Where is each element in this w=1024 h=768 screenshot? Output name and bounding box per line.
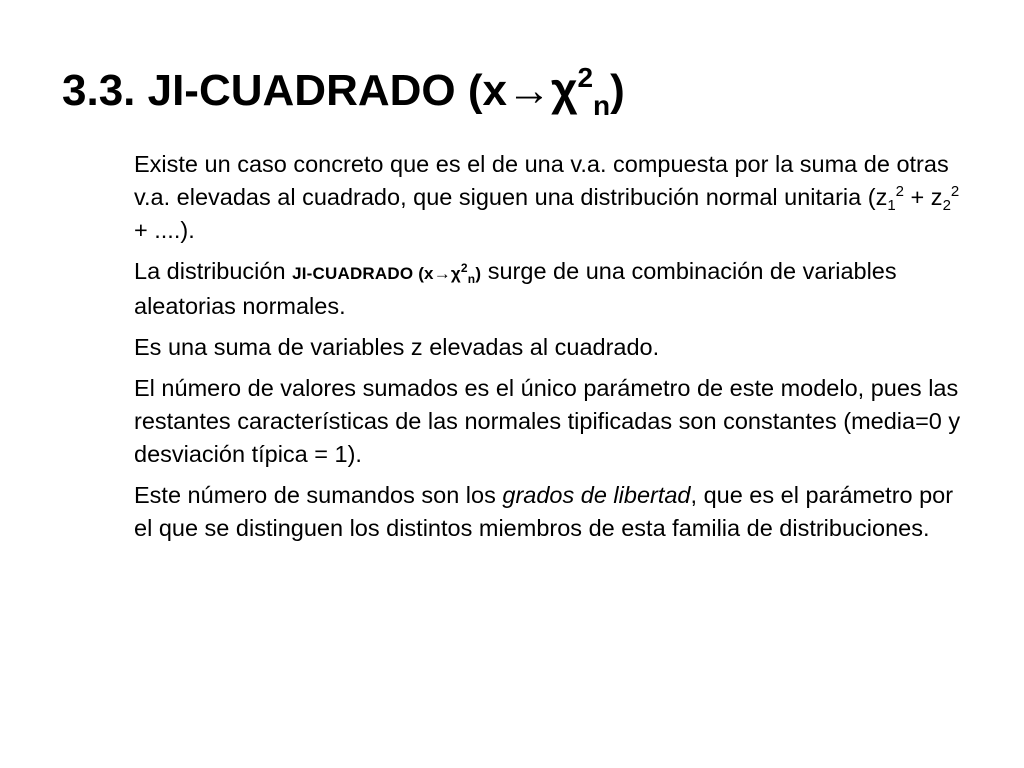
slide-title [62,62,625,121]
p2-heading-close: ) [475,264,482,283]
paragraph-parameter [134,372,964,471]
paragraph-distribution [134,255,964,323]
p5-post: , que es el parámetro por el que se distinguen los distintos miembros de esta familia de distribuciones. [134,482,954,541]
p2-heading-chi: χ [450,264,461,283]
p2-pre: La distribución [134,258,293,284]
inline-distribution-name [292,261,482,286]
paragraph-degrees-of-freedom [134,479,964,545]
p1-sup-1: 2 [895,183,905,200]
title-subscript: n [593,90,611,121]
p2-heading-text: JI-CUADRADO (x [292,264,434,283]
p2-heading-sub: n [467,272,476,286]
slide-body [134,148,964,553]
p1-sub-1: 1 [887,197,896,214]
p1-sub-2: 2 [942,197,951,214]
p5-pre: Este número de sumandos son los [134,482,503,508]
title-close-paren: ) [610,66,625,115]
title-chi-symbol: χ [550,63,578,115]
title-arrow: → [506,66,551,115]
p2-heading-sup: 2 [460,261,468,275]
paragraph-definition [134,148,964,247]
title-superscript: 2 [577,62,594,93]
p1-post: + ....). [134,217,195,243]
p1-mid: + z [904,184,943,210]
p1-sup-2: 2 [950,183,960,200]
paragraph-sum [134,331,964,364]
p2-post: surge de una combinación de variables aleatorias normales. [134,258,897,319]
p5-emphasis: grados de libertad [502,482,691,508]
p2-heading-arrow: → [433,264,451,283]
title-text: 3.3. JI-CUADRADO (x [62,66,507,115]
p1-text: Existe un caso concreto que es el de una v.a. compuesta por la suma de otras v.a. elevadas al cuadrado, que siguen una distribución normal unitaria (z [134,151,949,210]
p4-text: El número de valores sumados es el único parámetro de este modelo, pues las restantes características de las normales tipificadas son constantes (media=0 y desviación típica = 1). [134,375,961,467]
p3-text: Es una suma de variables z elevadas al cuadrado. [134,334,660,360]
